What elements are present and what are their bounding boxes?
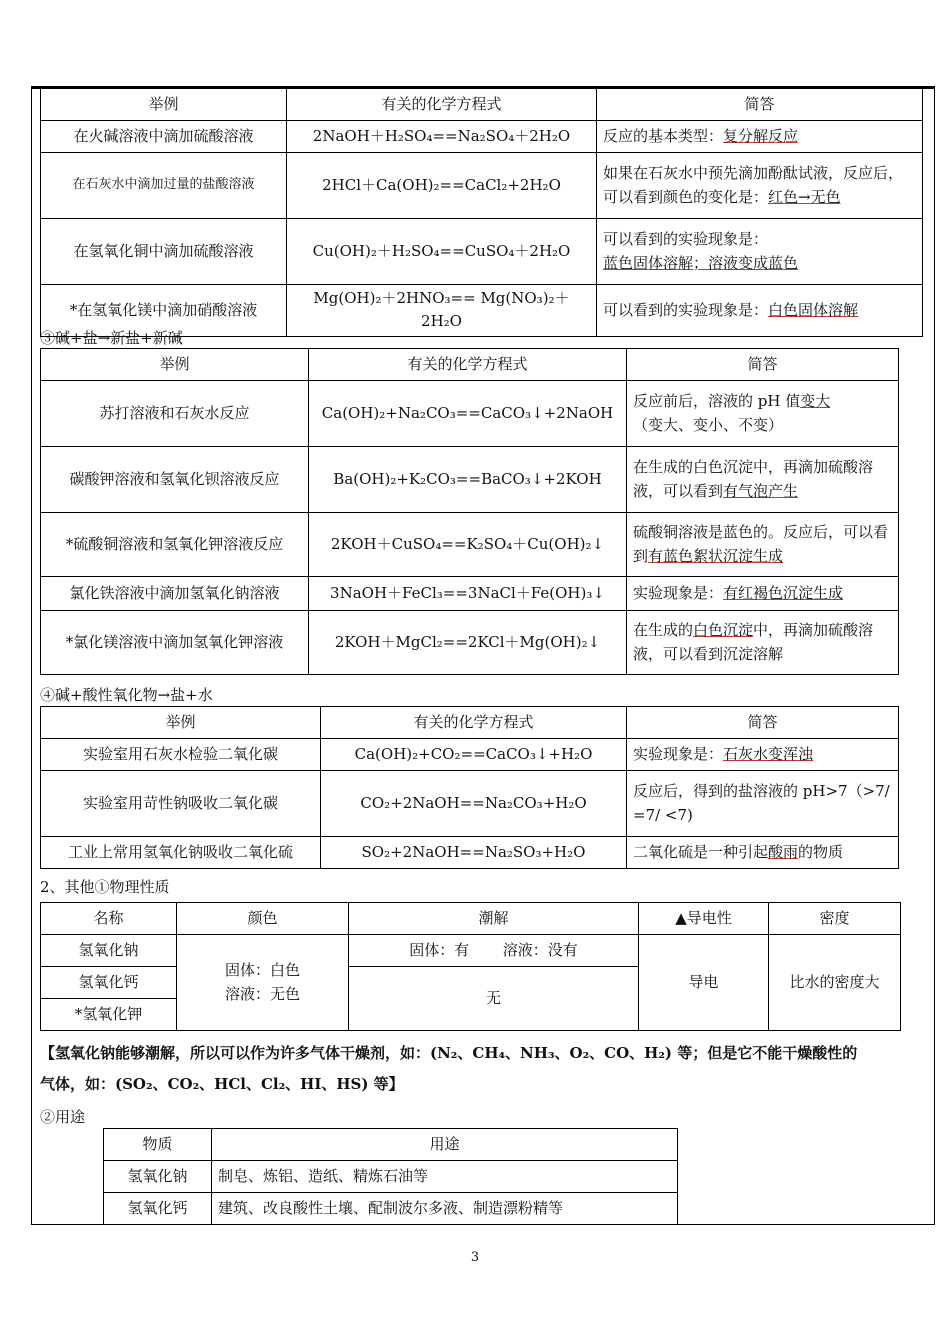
answer-cell: 反应前后，溶液的 pH 值变大 （变大、变小、不变） [627, 381, 899, 447]
color-cell: 固体：白色 溶液：无色 [177, 935, 349, 1031]
answer-cell: 反应的基本类型：复分解反应 [597, 121, 923, 153]
example-cell: 实验室用石灰水检验二氧化碳 [41, 739, 321, 771]
col-header-equation: 有关的化学方程式 [321, 707, 627, 739]
section-heading-base-oxide: ④碱+酸性氧化物→盐+水 [40, 686, 213, 704]
col-header-example: 举例 [41, 707, 321, 739]
col-header-deliquescence: 潮解 [349, 903, 639, 935]
use-cell: 建筑、改良酸性土壤、配制波尔多液、制造漂粉精等 [212, 1193, 678, 1225]
answer-cell: 可以看到的实验现象是：白色固体溶解 [597, 285, 923, 337]
col-header-answer: 简答 [627, 707, 899, 739]
col-header-substance: 物质 [104, 1129, 212, 1161]
page-number: 3 [470, 1250, 480, 1265]
name-cell: *氢氧化钾 [41, 999, 177, 1031]
section-heading-base-salt: ③碱+盐→新盐+新碱 [40, 329, 183, 347]
table-base-salt [40, 348, 899, 675]
equation-cell: SO₂+2NaOH==Na₂SO₃+H₂O [321, 837, 627, 869]
table-row [41, 577, 899, 611]
example-cell: 实验室用苛性钠吸收二氧化碳 [41, 771, 321, 837]
conductivity-cell: 导电 [639, 935, 769, 1031]
substance-cell: 氢氧化钠 [104, 1161, 212, 1193]
example-cell: 碳酸钾溶液和氢氧化钡溶液反应 [41, 447, 309, 513]
table-row [41, 739, 899, 771]
equation-cell: 2NaOH＋H₂SO₄==Na₂SO₄＋2H₂O [287, 121, 597, 153]
note-line-1: 【氢氧化钠能够潮解，所以可以作为许多气体干燥剂，如：(N₂、CH₄、NH₃、O₂、CO、H₂) 等；但是它不能干燥酸性的 [40, 1044, 858, 1062]
equation-cell: 2KOH＋MgCl₂==2KCl＋Mg(OH)₂↓ [309, 611, 627, 675]
col-header-equation: 有关的化学方程式 [309, 349, 627, 381]
table-row [41, 153, 923, 219]
example-cell: 在火碱溶液中滴加硫酸溶液 [41, 121, 287, 153]
substance-cell: 氢氧化钙 [104, 1193, 212, 1225]
density-cell: 比水的密度大 [769, 935, 901, 1031]
example-cell: 在石灰水中滴加过量的盐酸溶液 [41, 153, 287, 219]
answer-cell: 在生成的白色沉淀中，再滴加硫酸溶液，可以看到沉淀溶解 [627, 611, 899, 675]
section-heading-other: 2、其他①物理性质 [40, 878, 170, 896]
example-cell: 氯化铁溶液中滴加氢氧化钠溶液 [41, 577, 309, 611]
equation-cell: Mg(OH)₂＋2HNO₃== Mg(NO₃)₂＋2H₂O [287, 285, 597, 337]
example-cell: *在氢氧化镁中滴加硝酸溶液 [41, 285, 287, 337]
col-header-use: 用途 [212, 1129, 678, 1161]
answer-cell: 可以看到的实验现象是： 蓝色固体溶解；溶液变成蓝色 [597, 219, 923, 285]
equation-cell: 2KOH＋CuSO₄==K₂SO₄＋Cu(OH)₂↓ [309, 513, 627, 577]
equation-cell: CO₂+2NaOH==Na₂CO₃+H₂O [321, 771, 627, 837]
example-cell: *氯化镁溶液中滴加氢氧化钾溶液 [41, 611, 309, 675]
table-row [41, 219, 923, 285]
answer-cell: 反应后，得到的盐溶液的 pH>7（>7/ =7/ <7) [627, 771, 899, 837]
answer-cell: 实验现象是：有红褐色沉淀生成 [627, 577, 899, 611]
table-acid-base [40, 88, 923, 337]
table-base-oxide [40, 706, 899, 869]
deliquescence-cell: 固体：有 溶液：没有 [349, 935, 639, 967]
table-row [104, 1161, 678, 1193]
table-row [41, 381, 899, 447]
equation-cell: Ca(OH)₂+Na₂CO₃==CaCO₃↓+2NaOH [309, 381, 627, 447]
col-header-equation: 有关的化学方程式 [287, 89, 597, 121]
answer-cell: 如果在石灰水中预先滴加酚酞试液，反应后，可以看到颜色的变化是：红色→无色 [597, 153, 923, 219]
table-row [41, 771, 899, 837]
col-header-color: 颜色 [177, 903, 349, 935]
section-heading-uses: ②用途 [40, 1108, 86, 1126]
table-row [41, 513, 899, 577]
table-uses [103, 1128, 678, 1225]
col-header-density: 密度 [769, 903, 901, 935]
col-header-example: 举例 [41, 89, 287, 121]
table-row [41, 837, 899, 869]
answer-cell: 二氧化硫是一种引起酸雨的物质 [627, 837, 899, 869]
col-header-conductivity: ▲导电性 [639, 903, 769, 935]
table-row [41, 611, 899, 675]
table-physical-properties [40, 902, 901, 1031]
equation-cell: Ca(OH)₂+CO₂==CaCO₃↓+H₂O [321, 739, 627, 771]
table-row [41, 935, 901, 967]
col-header-example: 举例 [41, 349, 309, 381]
answer-cell: 硫酸铜溶液是蓝色的。反应后，可以看到有蓝色絮状沉淀生成 [627, 513, 899, 577]
col-header-answer: 简答 [597, 89, 923, 121]
table-row [104, 1193, 678, 1225]
answer-cell: 在生成的白色沉淀中，再滴加硫酸溶液，可以看到有气泡产生 [627, 447, 899, 513]
equation-cell: 3NaOH＋FeCl₃==3NaCl＋Fe(OH)₃↓ [309, 577, 627, 611]
use-cell: 制皂、炼铝、造纸、精炼石油等 [212, 1161, 678, 1193]
col-header-name: 名称 [41, 903, 177, 935]
example-cell: 在氢氧化铜中滴加硫酸溶液 [41, 219, 287, 285]
note-line-2: 气体，如：(SO₂、CO₂、HCl、Cl₂、HI、HS) 等】 [40, 1075, 404, 1093]
example-cell: *硫酸铜溶液和氢氧化钾溶液反应 [41, 513, 309, 577]
table-row [41, 121, 923, 153]
table-row [41, 447, 899, 513]
equation-cell: Cu(OH)₂＋H₂SO₄==CuSO₄＋2H₂O [287, 219, 597, 285]
equation-cell: 2HCl＋Ca(OH)₂==CaCl₂+2H₂O [287, 153, 597, 219]
name-cell: 氢氧化钠 [41, 935, 177, 967]
col-header-answer: 简答 [627, 349, 899, 381]
example-cell: 苏打溶液和石灰水反应 [41, 381, 309, 447]
deliquescence-cell: 无 [349, 967, 639, 1031]
name-cell: 氢氧化钙 [41, 967, 177, 999]
example-cell: 工业上常用氢氧化钠吸收二氧化硫 [41, 837, 321, 869]
answer-cell: 实验现象是：石灰水变浑浊 [627, 739, 899, 771]
equation-cell: Ba(OH)₂+K₂CO₃==BaCO₃↓+2KOH [309, 447, 627, 513]
